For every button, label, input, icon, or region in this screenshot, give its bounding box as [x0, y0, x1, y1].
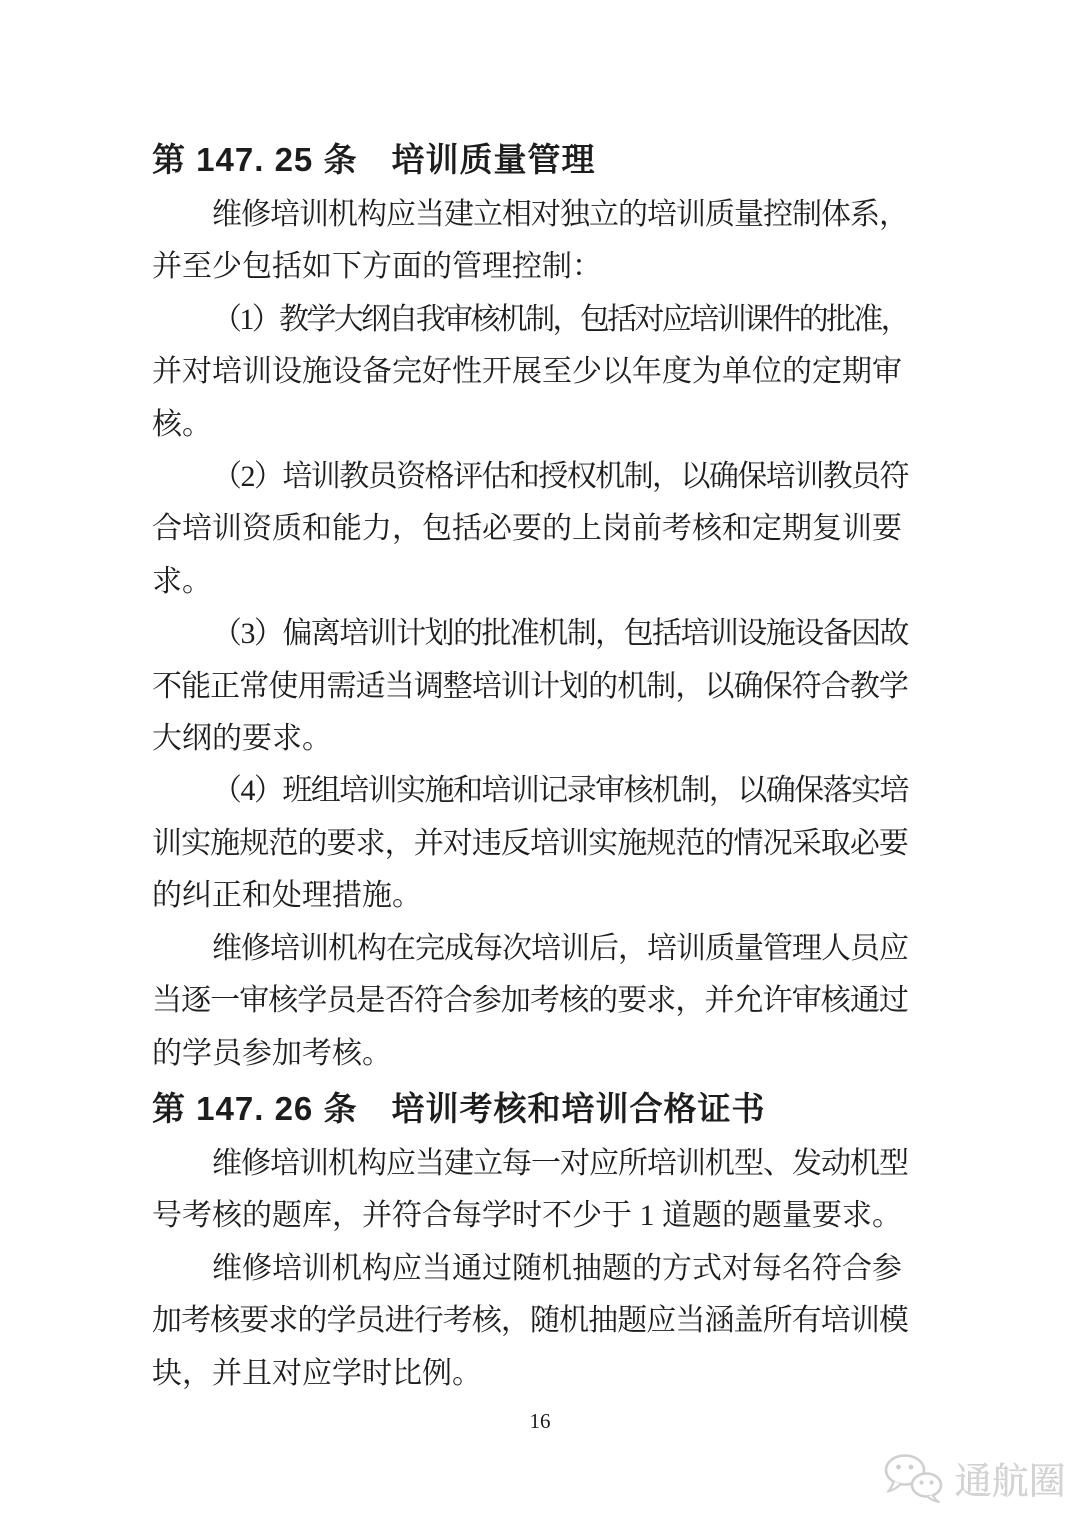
document-line: 训实施规范的要求，并对违反培训实施规范的情况采取必要: [152, 826, 908, 860]
document-line: 不能正常使用需适当调整培训计划的机制，以确保符合教学: [152, 669, 908, 703]
document-line: 维修培训机构在完成每次培训后，培训质量管理人员应: [212, 931, 908, 965]
document-line: （3）偏离培训计划的批准机制，包括培训设施设备因故: [212, 617, 908, 651]
document-line: 大纲的要求。: [152, 722, 332, 756]
document-line: 的学员参加考核。: [152, 1036, 392, 1070]
document-line: 维修培训机构应当建立每一对应所培训机型、发动机型: [212, 1146, 908, 1180]
document-line: 维修培训机构应当通过随机抽题的方式对每名符合参: [212, 1251, 902, 1285]
document-line: （4）班组培训实施和培训记录审核机制，以确保落实培: [212, 774, 908, 808]
document-line: 号考核的题库，并符合每学时不少于 1 道题的题量要求。: [152, 1199, 902, 1233]
document-line: （1）教学大纲自我审核机制，包括对应培训课件的批准，: [212, 302, 908, 336]
document-line: 核。: [152, 407, 212, 441]
wechat-icon: [883, 1453, 945, 1503]
watermark-label: 通航圈: [955, 1461, 1066, 1502]
watermark: [883, 1451, 1066, 1505]
document-line: （2）培训教员资格评估和授权机制，以确保培训教员符: [212, 460, 908, 494]
document-line: 合培训资质和能力，包括必要的上岗前考核和定期复训要: [152, 512, 902, 546]
article-heading: 第 147. 25 条 培训质量管理: [152, 141, 596, 178]
document-line: 并对培训设施设备完好性开展至少以年度为单位的定期审: [152, 355, 902, 389]
article-heading: 第 147. 26 条 培训考核和培训合格证书: [152, 1089, 766, 1127]
document-line: 加考核要求的学员进行考核，随机抽题应当涵盖所有培训模: [152, 1304, 908, 1338]
document-line: 的纠正和处理措施。: [152, 879, 422, 913]
document-line: 求。: [152, 564, 212, 598]
document-line: 当逐一审核学员是否符合参加考核的要求，并允许审核通过: [152, 984, 908, 1018]
document-line: 块，并且对应学时比例。: [152, 1356, 482, 1390]
document-line: 并至少包括如下方面的管理控制：: [152, 250, 602, 284]
document-content: [152, 131, 908, 1400]
page-number: 16: [529, 1409, 551, 1433]
document-line: 维修培训机构应当建立相对独立的培训质量控制体系，: [212, 198, 908, 231]
